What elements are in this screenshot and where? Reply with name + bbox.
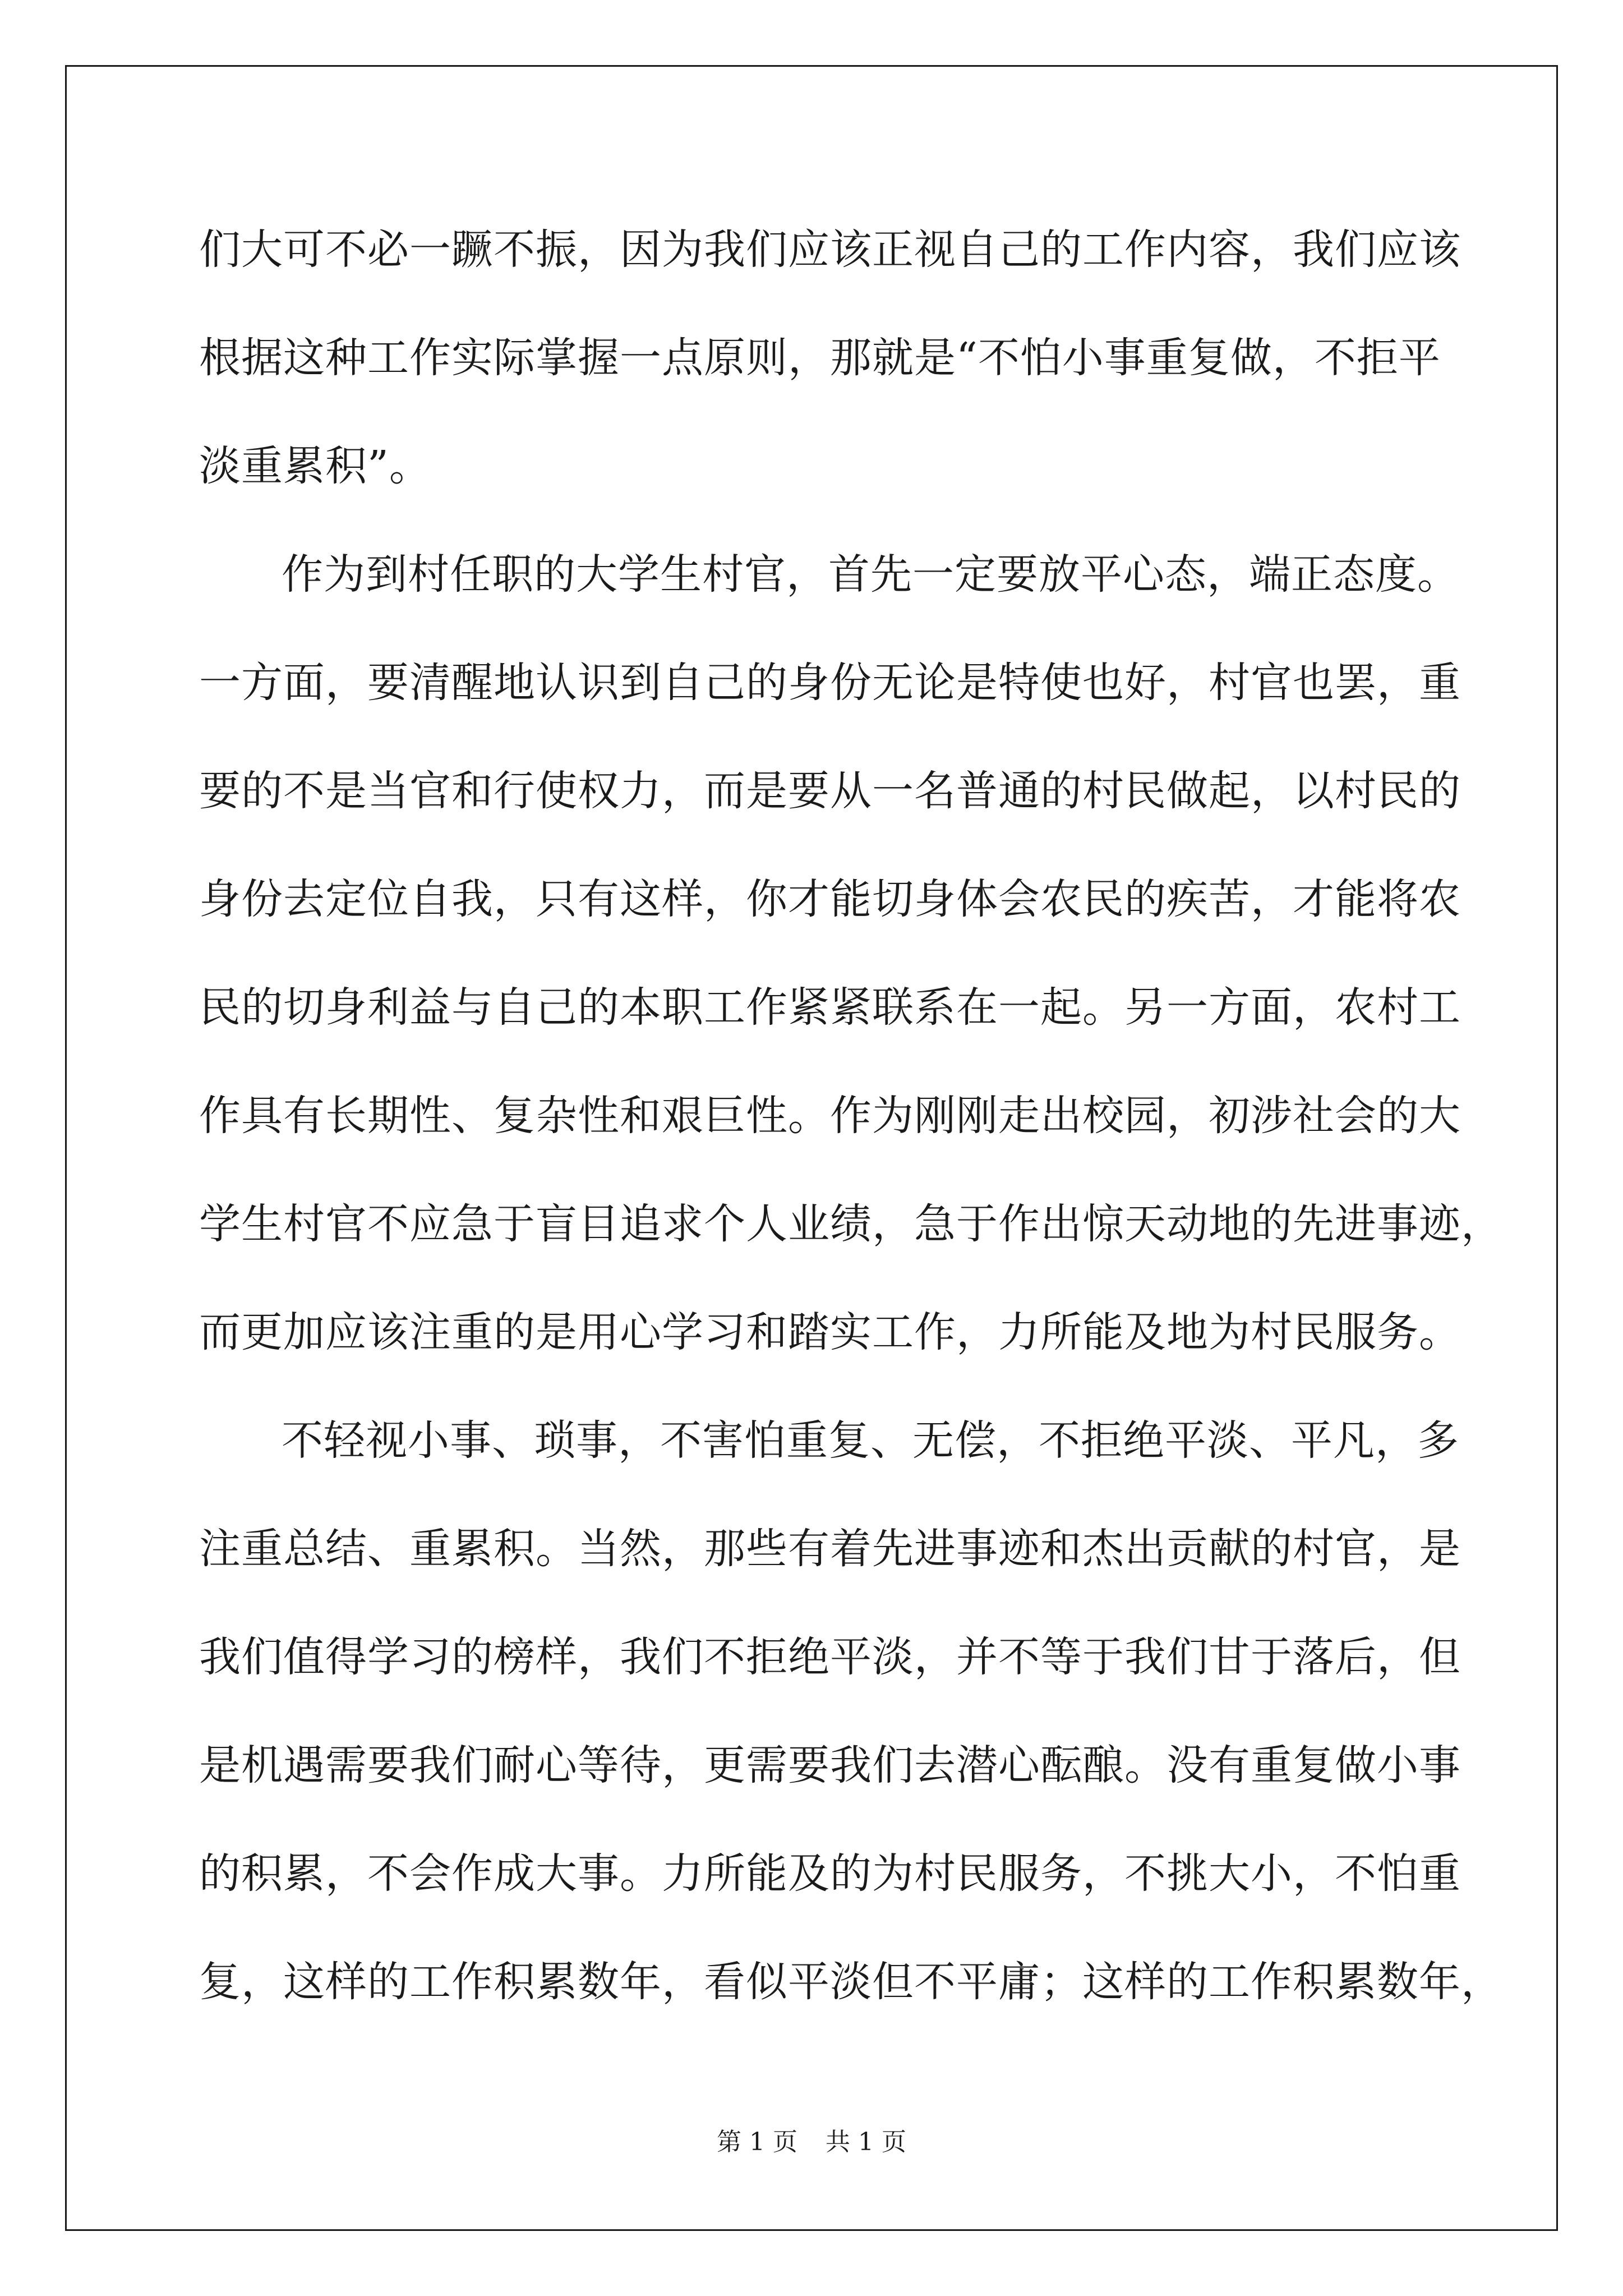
text-line: 民的切身利益与自己的本职工作紧紧联系在一起。另一方面，农村工 xyxy=(199,983,1461,1032)
text-line: 学生村官不应急于盲目追求个人业绩，急于作出惊天动地的先进事迹， xyxy=(199,1200,1503,1248)
text-line: 的积累，不会作成大事。力所能及的为村民服务，不挑大小，不怕重 xyxy=(199,1849,1461,1898)
text-line: 作为到村任职的大学生村官，首先一定要放平心态，端正态度。 xyxy=(282,550,1459,599)
text-line: 我们值得学习的榜样，我们不拒绝平淡，并不等于我们甘于落后，但 xyxy=(199,1633,1461,1681)
page-border xyxy=(65,65,1558,2231)
text-line: 一方面，要清醒地认识到自己的身份无论是特使也好，村官也罢，重 xyxy=(199,659,1461,707)
text-line: 不轻视小事、琐事，不害怕重复、无偿，不拒绝平淡、平凡，多 xyxy=(282,1416,1459,1465)
text-line: 根据这种工作实际掌握一点原则，那就是“不怕小事重复做，不拒平 xyxy=(199,334,1441,382)
text-line: 身份去定位自我，只有这样，你才能切身体会农民的疾苦，才能将农 xyxy=(199,875,1461,923)
text-line: 复，这样的工作积累数年，看似平淡但不平庸；这样的工作积累数年， xyxy=(199,1958,1503,2006)
text-line: 是机遇需要我们耐心等待，更需要我们去潜心酝酿。没有重复做小事 xyxy=(199,1741,1461,1789)
text-line: 们大可不必一蹶不振，因为我们应该正视自己的工作内容，我们应该 xyxy=(199,226,1461,274)
text-line: 要的不是当官和行使权力，而是要从一名普通的村民做起，以村民的 xyxy=(199,767,1461,815)
text-line: 作具有长期性、复杂性和艰巨性。作为刚刚走出校园，初涉社会的大 xyxy=(199,1092,1461,1140)
text-line: 淡重累积”。 xyxy=(199,442,431,490)
page-total: 共 1 页 xyxy=(826,2128,906,2156)
text-line: 而更加应该注重的是用心学习和踏实工作，力所能及地为村民服务。 xyxy=(199,1308,1461,1356)
page-footer xyxy=(0,2122,1623,2157)
text-line: 注重总结、重累积。当然，那些有着先进事迹和杰出贡献的村官，是 xyxy=(199,1525,1461,1573)
page-number: 第 1 页 xyxy=(717,2128,797,2156)
